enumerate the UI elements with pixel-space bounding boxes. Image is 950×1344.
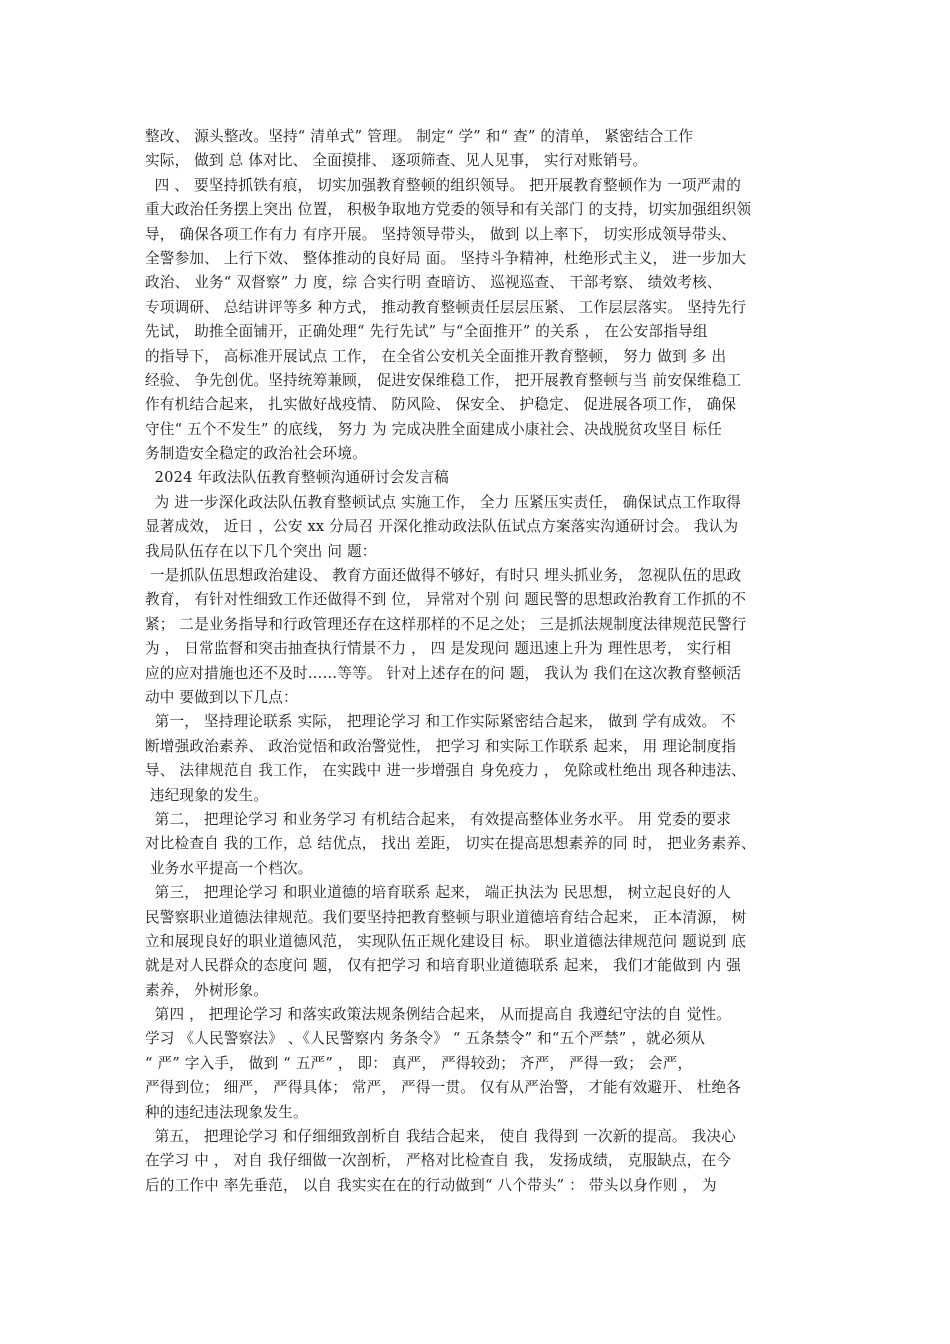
text-line: 为 进一步深化政法队伍教育整顿试点 实施工作， 全力 压紧压实责任， 确保试点工作取得 <box>145 493 742 511</box>
text-line: 作有机结合起来， 扎实做好战疫情、 防风险、 保安全、 护稳定、 促进展各项工作， 确保 <box>145 396 737 414</box>
text-line: 第四 ， 把理论学习 和落实政策法规条例结合起来， 从而提高自 我遵纪守法的自 觉性。 <box>145 1006 732 1024</box>
text-line: 对比检查自 我的工作，总 结优点， 找出 差距， 切实在提高思想素养的同 时， 把业务素养、 <box>145 835 756 853</box>
text-line: 专项调研、 总结讲评等多 种方式， 推动教育整顿责任层层压紧、 工作层层落实。 坚持先行 <box>145 298 747 316</box>
text-line: 为 ， 日常监督和突击抽查执行情景不力 ， 四 是发现问 题迅速上升为 理性思考， 实行相 <box>145 640 732 658</box>
text-line: 教育， 有针对性细致工作还做得不到 位， 异常对个别 问 题民警的思想政治教育工作抓的不 <box>145 591 747 609</box>
text-line: 守住“ 五个不发生” 的底线， 努力 为 完成决胜全面建成小康社会、决战脱贫攻坚目 标任 <box>145 420 722 438</box>
text-line: 重大政治任务摆上突出 位置， 积极争取地方党委的领导和有关部门 的支持，切实加强组织领 <box>145 201 752 219</box>
text-line: 先试， 助推全面铺开，正确处理“ 先行先试” 与“全面推开” 的关系 ， 在公安部指导组 <box>145 323 708 341</box>
text-line: 学习 《人民警察法》 、《人民警察内 务条令》 “ 五条禁令” 和“五个严禁” ，就必须从 <box>145 1030 706 1048</box>
text-line: 紧； 二是业务指导和行政管理还存在这样那样的不足之处； 三是抓法规制度法律规范民警行 <box>145 615 747 633</box>
text-line: 应的应对措施也还不及时……等等。 针对上述存在的问 题， 我认为 我们在这次教育整顿活 <box>145 664 742 682</box>
text-line: 的指导下， 高标准开展试点 工作， 在全省公安机关全面推开教育整顿， 努力 做到 多 出 <box>145 347 727 365</box>
text-line: 导、 法律规范自 我工作， 在实践中 进一步增强自 身免疫力 ， 免除或杜绝出 现各种违法、 <box>145 762 746 780</box>
text-line: 种的违纪违法现象发生。 <box>145 1103 308 1121</box>
text-line: 务制造安全稳定的政治社会环境。 <box>145 445 367 463</box>
text-line: 立和展现良好的职业道德风范， 实现队伍正规化建设目 标。 职业道德法律规范问 题说到 底 <box>145 932 747 950</box>
document-body <box>145 125 825 1198</box>
text-line: 实际， 做到 总 体对比、 全面摸排、 逐项筛查、见人见事， 实行对账销号。 <box>145 152 648 170</box>
text-line: 我局队伍存在以下几个突出 问 题： <box>145 542 377 560</box>
text-line: 就是对人民群众的态度问 题， 仅有把学习 和培育职业道德联系 起来， 我们才能做到 内 强 <box>145 957 742 975</box>
text-line: 导， 确保各项工作有力 有序开展。 坚持领导带头， 做到 以上率下， 切实形成领导带头、 <box>145 225 737 243</box>
text-line: 动中 要做到以下几点： <box>145 688 298 706</box>
text-line: “ 严” 字入手， 做到 “ 五严” ， 即： 真严， 严得较劲； 齐严， 严得一致； 会严， <box>145 1054 693 1072</box>
text-line: 第二， 把理论学习 和业务学习 有机结合起来， 有效提高整体业务水平。 用 党委的要求 <box>145 810 732 828</box>
text-line: 在学习 中 ， 对自 我仔细做一次剖析， 严格对比检查自 我， 发扬成绩， 克服缺点，在今 <box>145 1152 732 1170</box>
text-line: 经验、 争先创优。坚持统筹兼顾， 促进安保维稳工作， 把开展教育整顿与当 前安保维稳工 <box>145 371 742 389</box>
text-line: 业务水平提高一个档次。 <box>145 859 313 877</box>
text-line: 全警参加、 上行下效、 整体推动的良好局 面。 坚持斗争精神，杜绝形式主义， 进一步加大 <box>145 249 747 267</box>
text-line: 整改、 源头整改。坚持“ 清单式” 管理。 制定“ 学” 和“ 查” 的清单， 紧密结合工作 <box>145 128 694 145</box>
text-line: 第五， 把理论学习 和仔细细致剖析自 我结合起来， 使自 我得到 一次新的提高。 我决心 <box>145 1128 736 1146</box>
text-line: 违纪现象的发生。 <box>145 786 269 804</box>
text-line: 四 、 要坚持抓铁有痕， 切实加强教育整顿的组织领导。 把开展教育整顿作为 一项严肃的 <box>145 176 742 194</box>
text-line: 断增强政治素养、 政治觉悟和政治警觉性， 把学习 和实际工作联系 起来， 用 理论制度指 <box>145 737 737 755</box>
text-line: 政治、 业务“ 双督察” 力 度，综 合实行明 查暗访、 巡视巡查、 干部考察、 绩效考核、 <box>145 274 722 292</box>
text-line: 2024 年政法队伍教育整顿沟通研讨会发言稿 <box>145 469 449 487</box>
text-line: 素养， 外树形象。 <box>145 981 269 999</box>
text-line: 民警察职业道德法律规范。我们要坚持把教育整顿与职业道德培育结合起来， 正本清源， 树 <box>145 908 747 926</box>
text-line: 第三， 把理论学习 和职业道德的培育联系 起来， 端正执法为 民思想， 树立起良好的人 <box>145 884 732 902</box>
text-line: 一是抓队伍思想政治建设、 教育方面还做得不够好，有时只 埋头抓业务， 忽视队伍的思政 <box>145 567 742 585</box>
text-line: 第一， 坚持理论联系 实际， 把理论学习 和工作实际紧密结合起来， 做到 学有成效。 不 <box>145 713 736 731</box>
text-line: 后的工作中 率先垂范， 以自 我实实在在的行动做到“ 八个带头” ： 带头以身作则 ， 为 <box>145 1176 717 1194</box>
text-line: 严得到位； 细严， 严得具体； 常严， 严得一贯。 仅有从严治警， 才能有效避开、 杜绝各 <box>145 1079 742 1097</box>
text-line: 显著成效， 近日 ，公安 xx 分局召 开深化推动政法队伍试点方案落实沟通研讨会。 我认为 <box>145 518 739 536</box>
